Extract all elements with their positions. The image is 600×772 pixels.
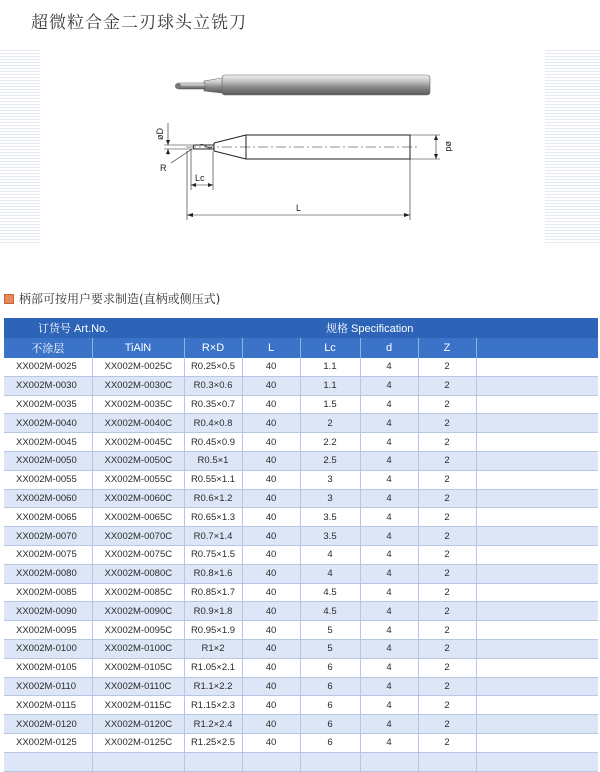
cell-empty — [476, 621, 598, 640]
cell-tialn-code: XX002M-0035C — [92, 395, 184, 414]
cell-r-x-d: R0.45×0.9 — [184, 433, 242, 452]
cell-flutes: 2 — [418, 470, 476, 489]
cell-uncoated-code: XX002M-0035 — [4, 395, 92, 414]
cell-empty — [476, 376, 598, 395]
cell-length: 40 — [242, 414, 300, 433]
table-row — [4, 583, 598, 602]
cell-tialn-code: XX002M-0060C — [92, 489, 184, 508]
cell-tialn-code: XX002M-0110C — [92, 677, 184, 696]
cell-length: 40 — [242, 527, 300, 546]
cell-r-x-d: R0.95×1.9 — [184, 621, 242, 640]
cell-r-x-d: R0.35×0.7 — [184, 395, 242, 414]
cell-r-x-d: R0.8×1.6 — [184, 564, 242, 583]
cell-empty — [476, 602, 598, 621]
cell-r-x-d: R1.25×2.5 — [184, 733, 242, 752]
cell-empty — [476, 470, 598, 489]
cell-tialn-code: XX002M-0095C — [92, 621, 184, 640]
cell-uncoated-code: XX002M-0090 — [4, 602, 92, 621]
table-row — [4, 376, 598, 395]
cell-r-x-d: R0.75×1.5 — [184, 545, 242, 564]
cell-flutes: 2 — [418, 583, 476, 602]
cell-length: 40 — [242, 358, 300, 376]
cell-length: 40 — [242, 433, 300, 452]
cell-empty — [476, 639, 598, 658]
cell-empty — [476, 395, 598, 414]
cell-tialn-code: XX002M-0100C — [92, 639, 184, 658]
cell-flutes: 2 — [418, 715, 476, 734]
table-row — [4, 433, 598, 452]
bullet-square-icon — [4, 294, 14, 304]
cell-tialn-code: XX002M-0030C — [92, 376, 184, 395]
cell-length: 40 — [242, 489, 300, 508]
cell-lc: 2.2 — [300, 433, 360, 452]
cell-length: 40 — [242, 451, 300, 470]
cell-r-x-d: R1.2×2.4 — [184, 715, 242, 734]
cell-flutes: 2 — [418, 395, 476, 414]
table-row — [4, 508, 598, 527]
cell-tialn-code: XX002M-0065C — [92, 508, 184, 527]
cell-empty — [476, 733, 598, 752]
shank-note — [4, 290, 220, 307]
cell-r-x-d: R1.15×2.3 — [184, 696, 242, 715]
cell-uncoated-code: XX002M-0070 — [4, 527, 92, 546]
cell-lc: 6 — [300, 696, 360, 715]
cell-length: 40 — [242, 508, 300, 527]
column-header-length: L — [242, 338, 300, 358]
cell-length: 40 — [242, 639, 300, 658]
end-mill-drawing — [164, 123, 440, 220]
cell-length: 40 — [242, 733, 300, 752]
cell-empty — [476, 696, 598, 715]
cell-shank-d: 4 — [360, 376, 418, 395]
table-row — [4, 489, 598, 508]
table-row — [4, 545, 598, 564]
cell-shank-d: 4 — [360, 508, 418, 527]
dimension-label-dia-d: ød — [444, 141, 454, 152]
shank-note-text: 柄部可按用户要求制造(直柄或侧压式) — [19, 292, 221, 306]
cell-shank-d: 4 — [360, 414, 418, 433]
cell-length: 40 — [242, 470, 300, 489]
cell-flutes: 2 — [418, 733, 476, 752]
table-row — [4, 602, 598, 621]
cell-flutes: 2 — [418, 414, 476, 433]
cell-tialn-code: XX002M-0115C — [92, 696, 184, 715]
page-title: 超微粒合金二刃球头立铣刀 — [31, 13, 247, 33]
cell-uncoated-code: XX002M-0065 — [4, 508, 92, 527]
table-row — [4, 733, 598, 752]
cell-empty — [476, 677, 598, 696]
cell-tialn-code: XX002M-0050C — [92, 451, 184, 470]
column-header-lc: Lc — [300, 338, 360, 358]
cell-shank-d: 4 — [360, 489, 418, 508]
table-row — [4, 639, 598, 658]
cell-tialn-code: XX002M-0105C — [92, 658, 184, 677]
cell-lc: 3.5 — [300, 527, 360, 546]
table-row — [4, 696, 598, 715]
cell-lc: 3 — [300, 489, 360, 508]
cell-shank-d: 4 — [360, 433, 418, 452]
cell-flutes: 2 — [418, 489, 476, 508]
table-row — [4, 564, 598, 583]
cell-r-x-d: R1×2 — [184, 639, 242, 658]
cell-length: 40 — [242, 583, 300, 602]
cell-shank-d: 4 — [360, 545, 418, 564]
cell-uncoated-code: XX002M-0085 — [4, 583, 92, 602]
cell-tialn-code: XX002M-0025C — [92, 358, 184, 376]
cell-tialn-code: XX002M-0085C — [92, 583, 184, 602]
cell-shank-d: 4 — [360, 395, 418, 414]
cell-length: 40 — [242, 602, 300, 621]
cell-lc: 6 — [300, 677, 360, 696]
cell-shank-d: 4 — [360, 527, 418, 546]
cell-uncoated-code: XX002M-0125 — [4, 733, 92, 752]
cell-r-x-d: R0.5×1 — [184, 451, 242, 470]
cell-lc: 6 — [300, 733, 360, 752]
cell-flutes: 2 — [418, 564, 476, 583]
cell-tialn-code: XX002M-0070C — [92, 527, 184, 546]
cell-empty — [476, 414, 598, 433]
column-header-z: Z — [418, 338, 476, 358]
table-row-blank — [4, 752, 598, 771]
cell-uncoated-code: XX002M-0100 — [4, 639, 92, 658]
table-row — [4, 715, 598, 734]
cell-flutes: 2 — [418, 508, 476, 527]
cell-shank-d: 4 — [360, 470, 418, 489]
cell-lc: 6 — [300, 658, 360, 677]
end-mill-photo — [175, 75, 430, 95]
cell-uncoated-code: XX002M-0060 — [4, 489, 92, 508]
table-row — [4, 527, 598, 546]
cell-shank-d: 4 — [360, 658, 418, 677]
cell-r-x-d: R0.6×1.2 — [184, 489, 242, 508]
cell-empty — [476, 658, 598, 677]
cell-empty — [476, 527, 598, 546]
table-header-row-1 — [4, 318, 598, 338]
cell-flutes: 2 — [418, 376, 476, 395]
cell-r-x-d: R0.3×0.6 — [184, 376, 242, 395]
cell-tialn-code: XX002M-0125C — [92, 733, 184, 752]
cell-flutes: 2 — [418, 545, 476, 564]
table-row — [4, 358, 598, 376]
cell-uncoated-code: XX002M-0025 — [4, 358, 92, 376]
cell-empty — [476, 564, 598, 583]
cell-empty — [476, 433, 598, 452]
cell-uncoated-code: XX002M-0050 — [4, 451, 92, 470]
cell-shank-d: 4 — [360, 602, 418, 621]
cell-shank-d: 4 — [360, 677, 418, 696]
cell-r-x-d: R0.7×1.4 — [184, 527, 242, 546]
cell-lc: 4 — [300, 545, 360, 564]
cell-uncoated-code: XX002M-0040 — [4, 414, 92, 433]
cell-flutes: 2 — [418, 451, 476, 470]
dimension-label-dia-D: øD — [155, 128, 165, 140]
cell-uncoated-code: XX002M-0080 — [4, 564, 92, 583]
cell-uncoated-code: XX002M-0045 — [4, 433, 92, 452]
cell-tialn-code: XX002M-0045C — [92, 433, 184, 452]
end-mill-diagram — [0, 50, 600, 245]
cell-length: 40 — [242, 696, 300, 715]
cell-uncoated-code: XX002M-0115 — [4, 696, 92, 715]
cell-empty — [476, 583, 598, 602]
cell-tialn-code: XX002M-0120C — [92, 715, 184, 734]
cell-shank-d: 4 — [360, 621, 418, 640]
cell-lc: 2 — [300, 414, 360, 433]
cell-empty — [476, 358, 598, 376]
dimension-label-lc: Lc — [195, 173, 205, 183]
cell-uncoated-code: XX002M-0110 — [4, 677, 92, 696]
dimension-label-radius: R — [160, 163, 167, 173]
cell-length: 40 — [242, 395, 300, 414]
cell-tialn-code: XX002M-0090C — [92, 602, 184, 621]
table-row — [4, 470, 598, 489]
cell-length: 40 — [242, 564, 300, 583]
cell-shank-d: 4 — [360, 358, 418, 376]
specification-table — [4, 318, 598, 772]
cell-uncoated-code: XX002M-0030 — [4, 376, 92, 395]
cell-lc: 1.5 — [300, 395, 360, 414]
cell-flutes: 2 — [418, 677, 476, 696]
cell-lc: 1.1 — [300, 358, 360, 376]
cell-lc: 5 — [300, 639, 360, 658]
cell-r-x-d: R0.9×1.8 — [184, 602, 242, 621]
cell-flutes: 2 — [418, 621, 476, 640]
table-header-row-2 — [4, 338, 598, 358]
column-header-uncoated: 不涂层 — [4, 338, 92, 358]
cell-empty — [476, 715, 598, 734]
cell-flutes: 2 — [418, 602, 476, 621]
column-header-tialn: TiAlN — [92, 338, 184, 358]
cell-shank-d: 4 — [360, 564, 418, 583]
cell-tialn-code: XX002M-0055C — [92, 470, 184, 489]
column-header-d: d — [360, 338, 418, 358]
cell-uncoated-code: XX002M-0075 — [4, 545, 92, 564]
cell-flutes: 2 — [418, 358, 476, 376]
header-specification: 规格 Specification — [242, 318, 598, 338]
cell-tialn-code: XX002M-0080C — [92, 564, 184, 583]
cell-flutes: 2 — [418, 527, 476, 546]
cell-shank-d: 4 — [360, 715, 418, 734]
cell-r-x-d: R1.1×2.2 — [184, 677, 242, 696]
cell-empty — [476, 489, 598, 508]
dimension-label-length: L — [296, 203, 302, 213]
cell-shank-d: 4 — [360, 451, 418, 470]
cell-flutes: 2 — [418, 658, 476, 677]
cell-shank-d: 4 — [360, 583, 418, 602]
cell-flutes: 2 — [418, 639, 476, 658]
header-order-number: 订货号 Art.No. — [4, 318, 242, 338]
table-row — [4, 414, 598, 433]
cell-uncoated-code: XX002M-0105 — [4, 658, 92, 677]
cell-lc: 5 — [300, 621, 360, 640]
cell-empty — [476, 545, 598, 564]
table-row — [4, 677, 598, 696]
cell-flutes: 2 — [418, 433, 476, 452]
cell-uncoated-code: XX002M-0095 — [4, 621, 92, 640]
cell-shank-d: 4 — [360, 639, 418, 658]
cell-lc: 4 — [300, 564, 360, 583]
cell-lc: 4.5 — [300, 583, 360, 602]
cell-r-x-d: R0.4×0.8 — [184, 414, 242, 433]
table-row — [4, 451, 598, 470]
cell-empty — [476, 451, 598, 470]
cell-tialn-code: XX002M-0075C — [92, 545, 184, 564]
cell-lc: 3.5 — [300, 508, 360, 527]
cell-r-x-d: R0.55×1.1 — [184, 470, 242, 489]
cell-lc: 3 — [300, 470, 360, 489]
cell-r-x-d: R0.85×1.7 — [184, 583, 242, 602]
cell-length: 40 — [242, 677, 300, 696]
cell-r-x-d: R0.65×1.3 — [184, 508, 242, 527]
cell-lc: 6 — [300, 715, 360, 734]
cell-shank-d: 4 — [360, 733, 418, 752]
cell-uncoated-code: XX002M-0120 — [4, 715, 92, 734]
cell-r-x-d: R1.05×2.1 — [184, 658, 242, 677]
cell-empty — [476, 508, 598, 527]
cell-lc: 1.1 — [300, 376, 360, 395]
cell-length: 40 — [242, 658, 300, 677]
cell-flutes: 2 — [418, 696, 476, 715]
cell-length: 40 — [242, 545, 300, 564]
table-row — [4, 658, 598, 677]
cell-lc: 4.5 — [300, 602, 360, 621]
cell-length: 40 — [242, 715, 300, 734]
cell-uncoated-code: XX002M-0055 — [4, 470, 92, 489]
table-row — [4, 395, 598, 414]
table-row — [4, 621, 598, 640]
column-header-empty — [476, 338, 598, 358]
cell-lc: 2.5 — [300, 451, 360, 470]
cell-r-x-d: R0.25×0.5 — [184, 358, 242, 376]
cell-shank-d: 4 — [360, 696, 418, 715]
cell-tialn-code: XX002M-0040C — [92, 414, 184, 433]
cell-length: 40 — [242, 621, 300, 640]
column-header-rxd: R×D — [184, 338, 242, 358]
cell-length: 40 — [242, 376, 300, 395]
